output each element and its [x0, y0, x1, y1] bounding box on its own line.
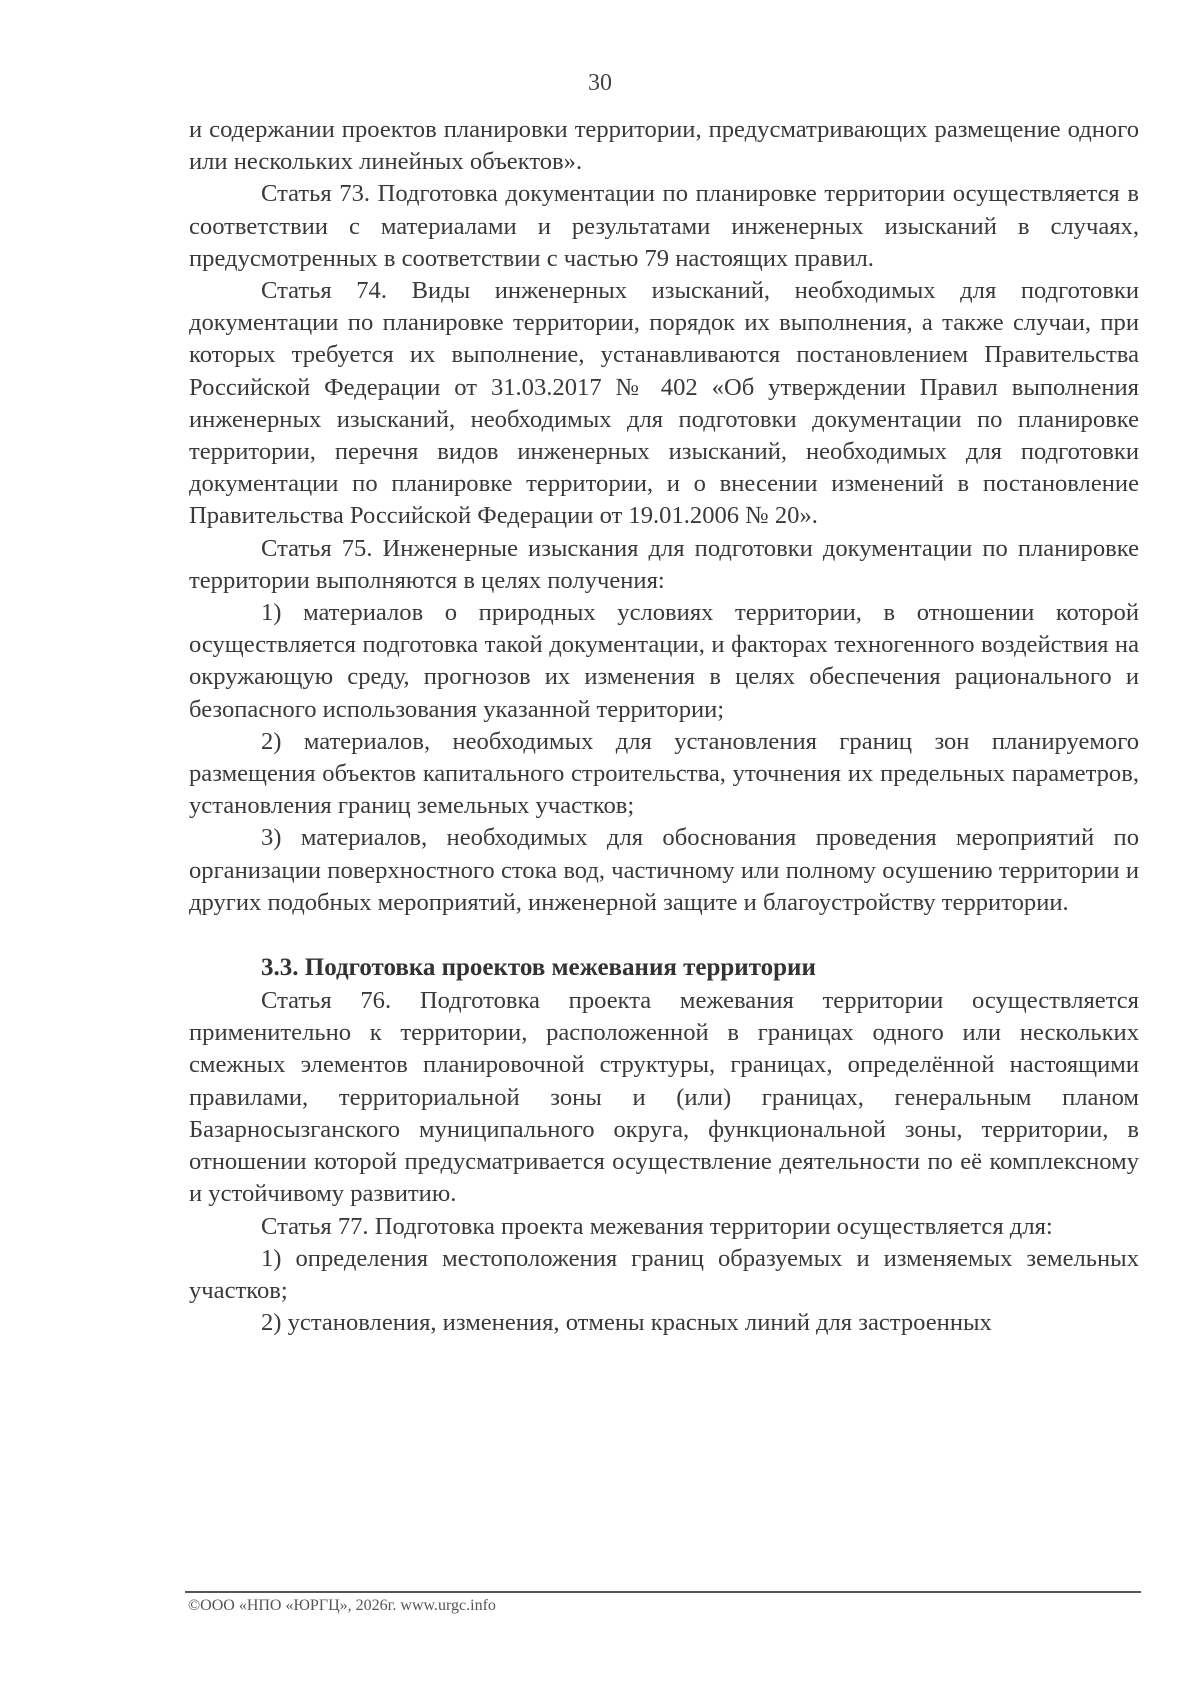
list-item-3: 3) материалов, необходимых для обоснования проведения мероприятий по организации поверхностного стока вод, частичному или полному осушению территории и других подобных мероприятий, инженерной защите и благоустройству территории. [189, 824, 1139, 916]
paragraph-article-74: Статья 74. Виды инженерных изысканий, необходимых для подготовки документации по планировке территории, порядок их выполнения, а также случаи, при которых требуется их выполнение, устанавливаются постановлением Правительства Российской Федерации от 31.03.2017 № 402 «Об утверждении Правил выполнения инженерных изысканий, необходимых для подготовки документации по планировке территории, перечня видов инженерных изысканий, необходимых для подготовки документации по планировке территории, и о внесении изменений в постановление Правительства Российской Федерации от 19.01.2006 № 20». [189, 277, 1139, 530]
paragraph-article-77: Статья 77. Подготовка проекта межевания территории осуществляется для: [261, 1212, 1053, 1240]
paragraph-article-76: Статья 76. Подготовка проекта межевания территории осуществляется применительно к территории, расположенной в границах одного или нескольких смежных элементов планировочной структуры, границах, определённой настоящими правилами, территориальной зоны и (или) границах, генеральным планом Базарносызганского муниципального округа, функциональной зоны, территории, в отношении которой предусматривается осуществление деятельности по её комплексному и устойчивому развитию. [189, 987, 1139, 1208]
page-number: 30 [588, 70, 612, 96]
paragraph-article-75: Статья 75. Инженерные изыскания для подготовки документации по планировке территории выполняются в целях получения: [189, 534, 1139, 594]
paragraph-continuation: и содержании проектов планировки территории, предусматривающих размещение одного или нескольких линейных объектов». [189, 116, 1139, 176]
section-heading: 3.3. Подготовка проектов межевания территории [261, 954, 816, 982]
footer-copyright: ©ООО «НПО «ЮРГЦ», 2026г. www.urgc.info [188, 1597, 496, 1614]
footer-divider [185, 1591, 1141, 1593]
list-item-2: 2) материалов, необходимых для установления границ зон планируемого размещения объектов капитального строительства, уточнения их предельных параметров, установления границ земельных участков; [189, 727, 1139, 820]
list-item-2: 2) установления, изменения, отмены красных линий для застроенных [261, 1309, 992, 1337]
list-item-1: 1) материалов о природных условиях территории, в отношении которой осуществляется подготовка такой документации, и факторах техногенного воздействия на окружающую среду, прогнозов их изменения в целях обеспечения рационального и безопасного использования указанной территории; [189, 599, 1139, 723]
paragraph-article-73: Статья 73. Подготовка документации по планировке территории осуществляется в соответствии с материалами и результатами инженерных изысканий в случаях, предусмотренных в соответствии с частью 79 настоящих правил. [189, 180, 1139, 272]
list-item-1: 1) определения местоположения границ образуемых и изменяемых земельных участков; [189, 1244, 1139, 1304]
document-body [189, 114, 1139, 1339]
